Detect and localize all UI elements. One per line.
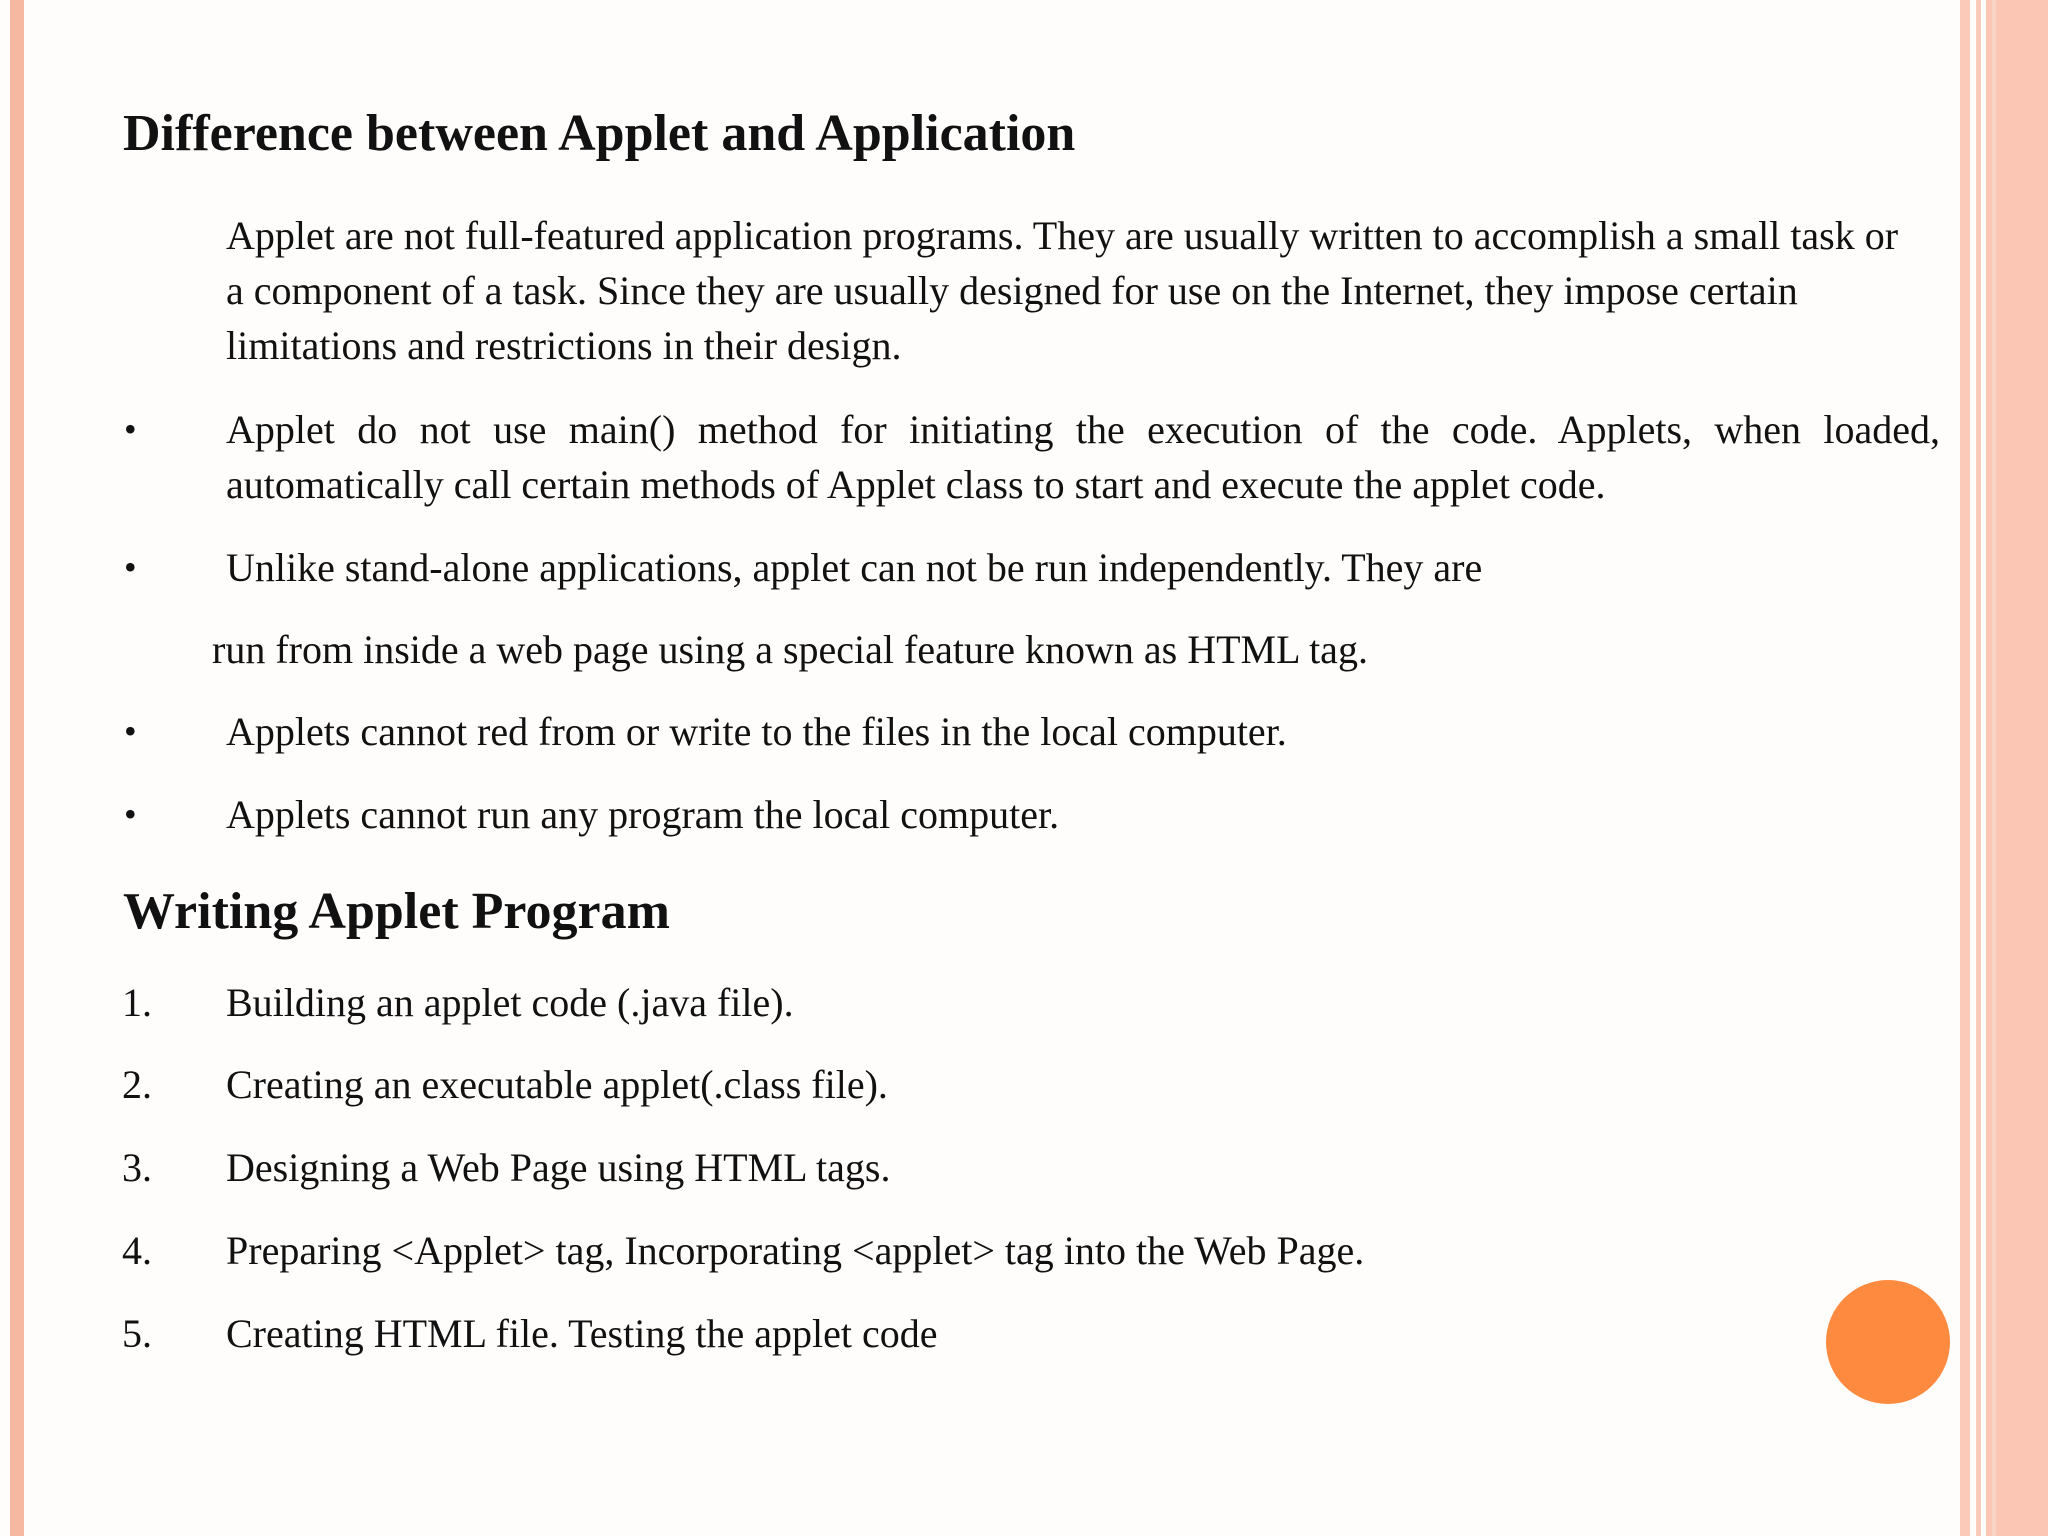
step-number: 4. <box>122 1228 152 1273</box>
step-item: Designing a Web Page using HTML tags. <box>226 1145 891 1190</box>
bullet-item-files: Applets cannot red from or write to the files in the local computer. <box>226 709 1287 754</box>
section-heading-writing-applet: Writing Applet Program <box>123 883 670 940</box>
bullet-item-standalone: Unlike stand-alone applications, applet can not be run independently. They are <box>226 545 1483 590</box>
step-number: 2. <box>122 1062 152 1107</box>
right-border-stripe-2 <box>1976 0 1981 1536</box>
bullet-item-run-program: Applets cannot run any program the local computer. <box>226 792 1060 837</box>
bullet-item-main-method: Applet do not use main() method for initiating the execution of the code. Applets, when loaded, automatically call certain methods of Applet class to start and execute the applet code. <box>226 407 1940 507</box>
step-item: Preparing <Applet> tag, Incorporating <applet> tag into the Web Page. <box>226 1228 1365 1273</box>
section-heading-difference: Difference between Applet and Application <box>123 105 1076 162</box>
intro-paragraph: Applet are not full-featured application programs. They are usually written to accomplish a small task or a component of a task. Since they are usually designed for use on the Internet, they impose certain limitations and restrictions in their design. <box>226 213 1899 368</box>
bullet-icon: • <box>124 547 137 587</box>
bullet-item-standalone-continuation: run from inside a web page using a special feature known as HTML tag. <box>212 627 1368 672</box>
step-number: 3. <box>122 1145 152 1190</box>
step-item: Creating HTML file. Testing the applet code <box>226 1311 938 1356</box>
right-border-stripe-1 <box>1960 0 1970 1536</box>
accent-circle-decoration <box>1826 1280 1950 1404</box>
step-number: 5. <box>122 1311 152 1356</box>
step-number: 1. <box>122 980 152 1025</box>
step-item: Creating an executable applet(.class file). <box>226 1062 888 1107</box>
right-border-stripe-inner <box>1992 0 1996 1536</box>
step-item: Building an applet code (.java file). <box>226 980 794 1025</box>
bullet-icon: • <box>124 711 137 751</box>
bullet-icon: • <box>124 409 137 449</box>
bullet-icon: • <box>124 794 137 834</box>
left-border-stripe <box>10 0 24 1536</box>
